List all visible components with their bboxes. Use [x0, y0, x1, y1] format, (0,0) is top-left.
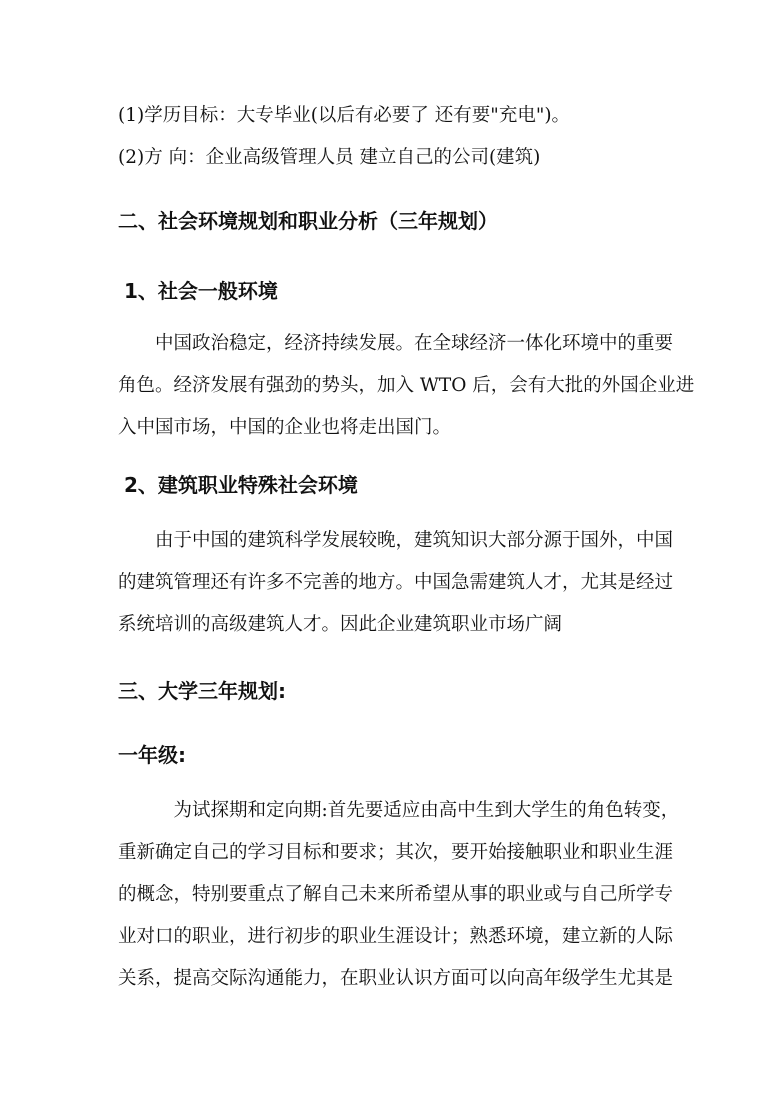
subheading-first-year: 一年级: [118, 743, 186, 767]
paragraph-line: 由于中国的建筑科学发展较晚，建筑知识大部分源于国外，中国 [118, 530, 674, 551]
paragraph-line: 入中国市场，中国的企业也将走出国门。 [118, 417, 452, 438]
section-heading-social-environment: 二、社会环境规划和职业分析（三年规划） [118, 209, 498, 233]
paragraph-general-environment [118, 323, 695, 449]
goal-line-direction: (2)方 向：企业高级管理人员 建立自己的公司(建筑) [118, 147, 541, 168]
paragraph-line: 的建筑管理还有许多不完善的地方。中国急需建筑人才，尤其是经过 [118, 572, 674, 593]
paragraph-line: 关系，提高交际沟通能力，在职业认识方面可以向高年级学生尤其是 [118, 968, 674, 989]
paragraph-first-year [118, 790, 680, 1000]
subheading-construction-environment: 2、建筑职业特殊社会环境 [124, 473, 358, 497]
section-heading-university-plan: 三、大学三年规划: [118, 679, 286, 703]
subheading-general-environment: 1、社会一般环境 [124, 279, 278, 303]
paragraph-line: 系统培训的高级建筑人才。因此企业建筑职业市场广阔 [118, 614, 563, 635]
paragraph-line: 业对口的职业，进行初步的职业生涯设计；熟悉环境，建立新的人际 [118, 926, 674, 947]
paragraph-construction-environment [118, 520, 674, 646]
paragraph-line: 中国政治稳定，经济持续发展。在全球经济一体化环境中的重要 [118, 333, 674, 354]
paragraph-line: 为试探期和定向期:首先要适应由高中生到大学生的角色转变， [118, 800, 680, 821]
goal-line-education: (1)学历目标：大专毕业(以后有必要了 还有要"充电")。 [118, 105, 571, 126]
paragraph-line: 角色。经济发展有强劲的势头，加入 WTO 后，会有大批的外国企业进 [118, 375, 695, 396]
paragraph-line: 的概念，特别要重点了解自己未来所希望从事的职业或与自己所学专 [118, 884, 674, 905]
paragraph-line: 重新确定自己的学习目标和要求；其次，要开始接触职业和职业生涯 [118, 842, 674, 863]
